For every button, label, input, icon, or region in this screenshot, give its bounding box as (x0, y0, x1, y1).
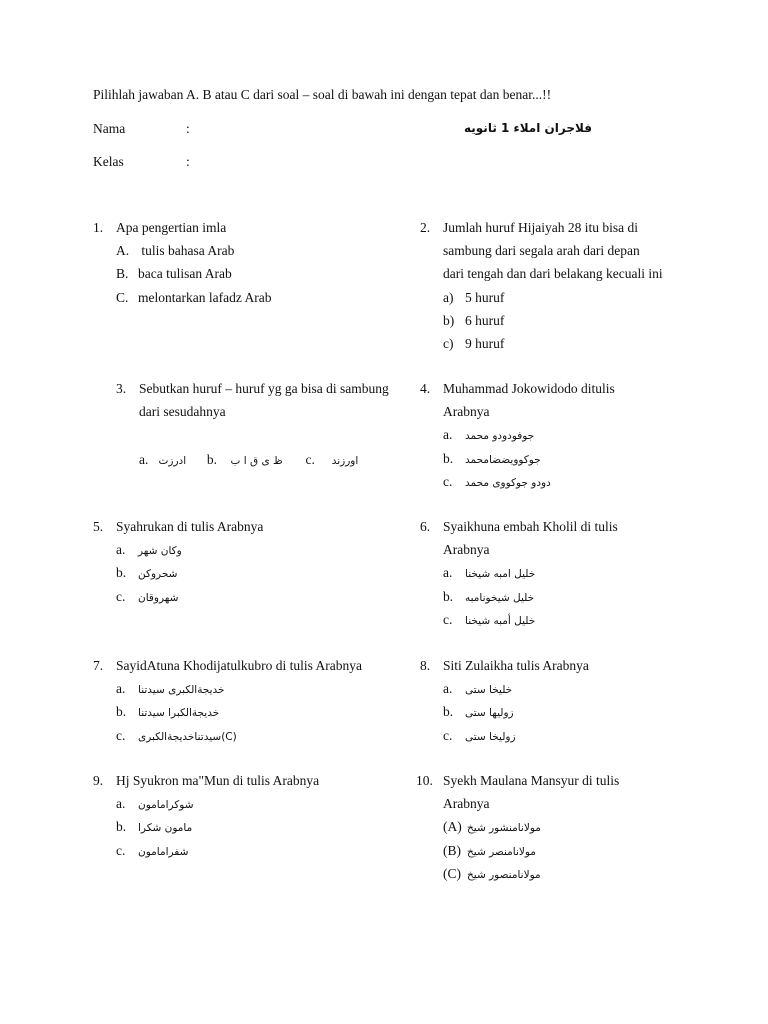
question-number: 8. (420, 658, 431, 673)
question-text: Syekh Maulana Mansyur di tulis (443, 773, 620, 788)
nama-colon: : (186, 121, 190, 136)
question-4 (420, 377, 615, 493)
question-text: Jumlah huruf Hijaiyah 28 itu bisa di (443, 220, 638, 235)
option-a[interactable]: a. خديجةالكبرى سيدتنا (116, 681, 225, 697)
question-text: Arabnya (443, 404, 490, 420)
question-text: Syaikhuna embah Kholil di tulis (443, 519, 618, 534)
question-3-options (139, 448, 358, 473)
option-b[interactable]: b. شحروكن (116, 565, 178, 581)
option-a[interactable]: a. ادرزت (139, 452, 187, 467)
option-a[interactable]: A. tulis bahasa Arab (116, 243, 235, 259)
option-b[interactable]: b. جوكوويضضامحمد (443, 450, 541, 466)
option-b[interactable]: (B) مولانامنصر شيخ (443, 842, 536, 858)
question-number: 1. (93, 220, 104, 235)
option-a[interactable]: a. شوكرامامون (116, 796, 194, 812)
nama-label: Nama (93, 121, 126, 136)
arabic-title: فلاجران املاء 1 ثانويه (464, 121, 592, 135)
question-text: Muhammad Jokowidodo ditulis (443, 381, 615, 396)
option-b[interactable]: b. ظ ى ق ا ب (206, 452, 283, 467)
option-c[interactable]: c) 9 huruf (443, 335, 505, 351)
question-3 (116, 377, 389, 423)
option-a[interactable]: a) 5 huruf (443, 289, 505, 305)
question-text: Apa pengertian imla (116, 220, 227, 235)
question-number: 7. (93, 658, 104, 673)
question-number: 3. (116, 381, 127, 396)
option-b[interactable]: b. مامون شكرا (116, 819, 193, 835)
option-b[interactable]: B. baca tulisan Arab (116, 266, 232, 282)
question-2 (420, 216, 663, 355)
question-number: 2. (420, 220, 431, 235)
option-b[interactable]: b. زوليها ستى (443, 704, 514, 720)
question-10 (416, 769, 619, 885)
option-c[interactable]: c. خليل أمبه شيخنا (443, 611, 536, 627)
option-c[interactable]: c. شهروقان (116, 588, 179, 604)
question-9 (93, 769, 319, 862)
question-1 (93, 216, 271, 309)
question-text: Arabnya (443, 542, 490, 558)
option-b[interactable]: b) 6 huruf (443, 312, 505, 328)
question-8 (420, 654, 589, 747)
option-c[interactable]: c. دودو جوكووى محمد (443, 473, 551, 489)
option-c[interactable]: (C) مولانامنصور شيخ (443, 865, 541, 881)
option-a[interactable]: a. خليل امبه شيخنا (443, 565, 536, 581)
question-number: 9. (93, 773, 104, 788)
question-5 (93, 515, 263, 608)
question-number: 10. (416, 773, 433, 788)
option-c[interactable]: c. (C)سيدتناخديجةالكبرى (116, 727, 237, 743)
question-text: Hj Syukron ma"Mun di tulis Arabnya (116, 773, 320, 788)
question-text: Syahrukan di tulis Arabnya (116, 519, 264, 534)
option-c[interactable]: c. زوليخا ستى (443, 727, 516, 743)
question-6 (420, 515, 618, 631)
option-c[interactable]: c. شفرامامون (116, 842, 189, 858)
kelas-label: Kelas (93, 154, 124, 169)
question-number: 5. (93, 519, 104, 534)
question-text: SayidAtuna Khodijatulkubro di tulis Arabnya (116, 658, 362, 673)
question-number: 6. (420, 519, 431, 534)
question-text: sambung dari segala arah dari depan (443, 243, 640, 259)
question-7 (93, 654, 362, 747)
question-number: 4. (420, 381, 431, 396)
kelas-colon: : (186, 154, 190, 169)
option-b[interactable]: b. خديجةالكبرا سيدتنا (116, 704, 220, 720)
option-c[interactable]: C. melontarkan lafadz Arab (116, 289, 272, 305)
option-c[interactable]: c. اورزند (305, 452, 359, 467)
question-text: Arabnya (443, 796, 490, 812)
option-a[interactable]: a. جوفودودو محمد (443, 427, 535, 443)
question-text: Sebutkan huruf – huruf yg ga bisa di sambung (139, 381, 389, 396)
instruction-text: Pilihlah jawaban A. B atau C dari soal – soal di bawah ini dengan tepat dan benar...!! (93, 87, 552, 102)
option-a[interactable]: a. وكان شهر (116, 542, 182, 558)
question-text: dari sesudahnya (139, 404, 226, 420)
question-text: dari tengah dan dari belakang kecuali ini (443, 266, 663, 282)
option-b[interactable]: b. خليل شيخونامبه (443, 588, 535, 604)
option-a[interactable]: (A) مولانامنشور شيخ (443, 819, 541, 835)
option-a[interactable]: a. خليخا ستى (443, 681, 513, 697)
question-text: Siti Zulaikha tulis Arabnya (443, 658, 589, 673)
